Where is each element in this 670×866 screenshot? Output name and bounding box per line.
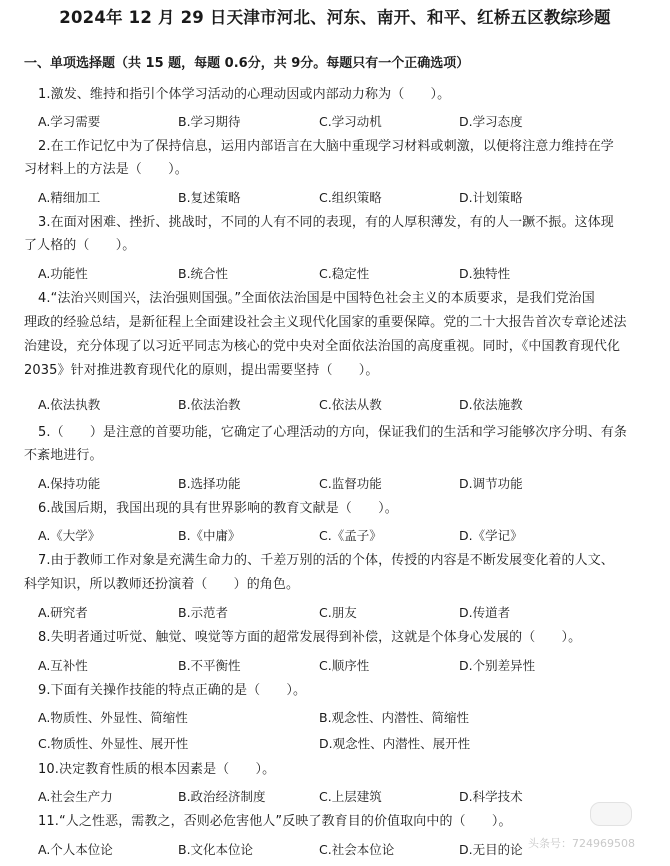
answer-option-a: A.个人本位论 — [38, 842, 113, 857]
question-stem: 7.由于教师工作对象是充满生命力的、千差万别的活的个体，传授的内容是不断发展变化着的人文、 — [38, 553, 614, 568]
answer-option-c: C.稳定性 — [319, 266, 370, 281]
question-stem: 1.激发、维持和指引个体学习活动的心理动因或内部动力称为（ ）。 — [38, 87, 451, 102]
question-stem-continued: 不紊地进行。 — [24, 448, 103, 463]
question-stem-continued: 2035》针对推进教育现代化的原则，提出需要坚持（ ）。 — [24, 363, 379, 378]
answer-option-a: A.精细加工 — [38, 190, 101, 205]
question-stem-continued: 理政的经验总结，是新征程上全面建设社会主义现代化国家的重要保障。党的二十大报告首次专章论述法 — [24, 315, 627, 330]
answer-option-b: B.文化本位论 — [178, 842, 254, 857]
question-stem: 3.在面对困难、挫折、挑战时，不同的人有不同的表现，有的人厚积薄发，有的人一蹶不振。这体现 — [38, 215, 614, 230]
watermark: 头条号：724969508 — [528, 837, 635, 850]
question-stem-continued: 治建设，充分体现了以习近平同志为核心的党中央对全面依法治国的高度重视。同时，《中国教育现代化 — [24, 339, 621, 354]
answer-option-c: C.《孟子》 — [319, 528, 382, 543]
answer-option-b: B.《中庸》 — [178, 528, 241, 543]
answer-option-d: D.观念性、内潜性、展开性 — [319, 736, 471, 751]
answer-option-a: A.保持功能 — [38, 476, 101, 491]
answer-option-d: D.调节功能 — [459, 476, 523, 491]
answer-option-b: B.选择功能 — [178, 476, 241, 491]
question-stem: 4.“法治兴则国兴，法治强则国强。”全面依法治国是中国特色社会主义的本质要求，是我们党治国 — [38, 291, 595, 306]
answer-option-c: C.监督功能 — [319, 476, 382, 491]
answer-option-a: A.《大学》 — [38, 528, 101, 543]
section-heading: 一、单项选择题（共 15 题，每题 0.6分，共 9分。每题只有一个正确选项） — [24, 56, 470, 71]
question-stem: 11.“人之性恶，需教之，否则必危害他人”反映了教育目的价值取向中的（ ）。 — [38, 814, 512, 829]
answer-option-b: B.依法治教 — [178, 397, 241, 412]
question-stem-continued: 了人格的（ ）。 — [24, 238, 136, 253]
question-stem: 2.在工作记忆中为了保持信息，运用内部语言在大脑中重现学习材料或刺激，以便将注意力维持在学 — [38, 139, 614, 154]
answer-option-b: B.示范者 — [178, 605, 229, 620]
watermark-logo-icon — [590, 802, 632, 826]
answer-option-d: D.《学记》 — [459, 528, 523, 543]
answer-option-a: A.功能性 — [38, 266, 88, 281]
answer-option-d: D.个别差异性 — [459, 658, 536, 673]
question-stem: 5.（ ）是注意的首要功能，它确定了心理活动的方向，保证我们的生活和学习能够次序分明、有条 — [38, 425, 628, 440]
answer-option-d: D.科学技术 — [459, 789, 523, 804]
document-title: 2024年 12 月 29 日天津市河北、河东、南开、和平、红桥五区教综珍题 — [59, 8, 611, 27]
answer-option-c: C.学习动机 — [319, 114, 382, 129]
answer-option-b: B.观念性、内潜性、简缩性 — [319, 710, 470, 725]
question-stem: 10.决定教育性质的根本因素是（ ）。 — [38, 762, 276, 777]
question-stem: 9.下面有关操作技能的特点正确的是（ ）。 — [38, 683, 307, 698]
question-stem-continued: 科学知识，所以教师还扮演着（ ）的角色。 — [24, 577, 300, 592]
answer-option-b: B.统合性 — [178, 266, 229, 281]
answer-option-c: C.顺序性 — [319, 658, 370, 673]
answer-option-c: C.朋友 — [319, 605, 357, 620]
answer-option-a: A.物质性、外显性、简缩性 — [38, 710, 188, 725]
answer-option-d: D.学习态度 — [459, 114, 523, 129]
answer-option-d: D.独特性 — [459, 266, 511, 281]
answer-option-a: A.研究者 — [38, 605, 88, 620]
answer-option-d: D.传道者 — [459, 605, 511, 620]
answer-option-b: B.复述策略 — [178, 190, 241, 205]
answer-option-d: D.计划策略 — [459, 190, 523, 205]
question-stem: 6.战国后期，我国出现的具有世界影响的教育文献是（ ）。 — [38, 501, 398, 516]
answer-option-b: B.学习期待 — [178, 114, 241, 129]
answer-option-c: C.物质性、外显性、展开性 — [38, 736, 189, 751]
answer-option-c: C.上层建筑 — [319, 789, 382, 804]
answer-option-b: B.不平衡性 — [178, 658, 241, 673]
answer-option-b: B.政治经济制度 — [178, 789, 266, 804]
answer-option-a: A.互补性 — [38, 658, 88, 673]
question-stem-continued: 习材料上的方法是（ ）。 — [24, 162, 188, 177]
answer-option-c: C.依法从教 — [319, 397, 382, 412]
answer-option-a: A.社会生产力 — [38, 789, 113, 804]
answer-option-d: D.无目的论 — [459, 842, 523, 857]
answer-option-d: D.依法施教 — [459, 397, 523, 412]
answer-option-c: C.组织策略 — [319, 190, 382, 205]
answer-option-a: A.学习需要 — [38, 114, 101, 129]
answer-option-a: A.依法执教 — [38, 397, 101, 412]
answer-option-c: C.社会本位论 — [319, 842, 395, 857]
question-stem: 8.失明者通过听觉、触觉、嗅觉等方面的超常发展得到补偿，这就是个体身心发展的（ ）。 — [38, 630, 582, 645]
